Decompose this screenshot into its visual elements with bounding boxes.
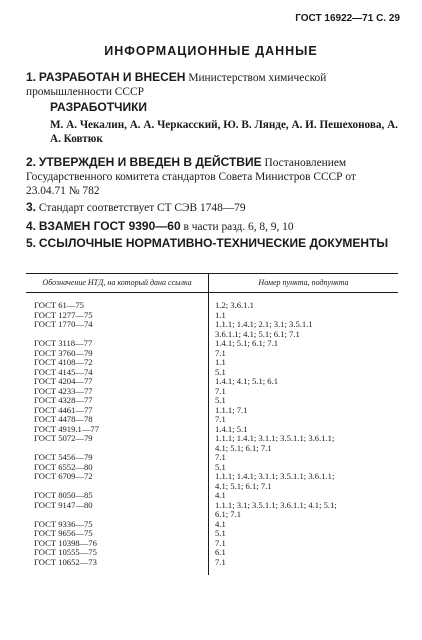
item-number: 2. — [26, 155, 37, 169]
points-cell: 1.4.1; 4.1; 5.1; 6.1 — [215, 376, 279, 386]
document-cell: ГОСТ 9656—75 — [26, 529, 209, 539]
column-header-document: Обозначение НТД, на который дана ссылка — [26, 274, 209, 293]
item-text: Стандарт соответствует СТ СЭВ 1748—79 — [38, 202, 246, 214]
document-cell: ГОСТ 4233—77 — [26, 387, 209, 397]
points-cell: 5.1 — [215, 366, 226, 377]
spacer-cell — [26, 567, 209, 575]
points-cell: 1.1.1; 1.4.1; 2.1; 3.1; 3.5.1.1 — [215, 319, 313, 329]
points-cell: 1.1.1; 1.4.1; 3.1.1; 3.5.1.1; 3.6.1.1; — [215, 433, 335, 443]
points-cell: 7.1 — [215, 452, 226, 462]
points-cell: 5.1 — [215, 528, 226, 538]
table-row — [26, 558, 398, 568]
points-cell: 1.1.1; 3.1; 3.5.1.1; 3.6.1.1; 4.1; 5.1; — [215, 499, 337, 510]
points-cell: 4.1; 5.1; 6.1; 7.1 — [215, 442, 272, 453]
document-cell: ГОСТ 1770—74 — [26, 320, 209, 330]
points-cell: 5.1 — [215, 461, 226, 472]
points-cell: 7.1 — [215, 385, 226, 396]
points-cell: 1.4.1; 5.1 — [215, 423, 248, 434]
item-text: в части разд. 6, 8, 9, 10 — [183, 221, 294, 233]
item-heading: УТВЕРЖДЕН И ВВЕДЕН В ДЕЙСТВИЕ — [38, 155, 262, 169]
item-number: 4. — [26, 219, 37, 233]
table-row — [26, 501, 398, 511]
document-cell: ГОСТ 9147—80 — [26, 501, 209, 511]
table-row — [26, 472, 398, 482]
document-cell: ГОСТ 4919.1—77 — [26, 425, 209, 435]
points-cell: 7.1 — [215, 537, 226, 548]
document-cell: ГОСТ 10398—76 — [26, 539, 209, 549]
document-cell: ГОСТ 61—75 — [26, 293, 209, 311]
column-header-points: Номер пункта, подпункта — [209, 274, 399, 293]
document-cell: ГОСТ 6709—72 — [26, 472, 209, 482]
item-3 — [26, 200, 398, 215]
item-number: 3. — [26, 200, 37, 214]
item-4 — [26, 219, 398, 234]
table-row — [26, 293, 398, 311]
item-text: Постановлением Государственного комитета стандартов Совета Министров СССР от 23.04.71 № 782 — [26, 157, 356, 197]
document-cell: ГОСТ 10652—73 — [26, 558, 209, 568]
item-number: 5. — [26, 236, 37, 250]
points-cell: 7.1 — [215, 414, 226, 424]
section-title: ИНФОРМАЦИОННЫЕ ДАННЫЕ — [104, 44, 318, 58]
document-cell: ГОСТ 3118—77 — [26, 339, 209, 349]
table-header-row — [26, 274, 398, 293]
points-cell: 1.4.1; 5.1; 6.1; 7.1 — [215, 338, 279, 348]
document-cell: ГОСТ 4461—77 — [26, 406, 209, 416]
document-cell: ГОСТ 10555—75 — [26, 548, 209, 558]
document-cell: ГОСТ 4204—77 — [26, 377, 209, 387]
points-cell: 1.1 — [215, 309, 226, 320]
item-heading: РАЗРАБОТАН И ВНЕСЕН — [38, 70, 186, 84]
document-cell: ГОСТ 1277—75 — [26, 311, 209, 321]
points-cell: 1.1.1; 1.4.1; 3.1.1; 3.5.1.1; 3.6.1.1; — [215, 471, 335, 481]
points-cell: 7.1 — [215, 556, 226, 567]
page-number: ГОСТ 16922—71 С. 29 — [295, 13, 400, 24]
document-cell: ГОСТ 4108—72 — [26, 358, 209, 368]
points-cell: 4.1 — [215, 490, 226, 500]
points-cell: 6.1 — [215, 547, 226, 557]
points-cell: 1.1 — [215, 357, 226, 367]
table-row — [26, 434, 398, 444]
references-table — [26, 273, 398, 575]
table-row — [26, 320, 398, 330]
document-cell: ГОСТ 6552—80 — [26, 463, 209, 473]
document-cell: ГОСТ 3760—79 — [26, 349, 209, 359]
points-cell: 4.1; 5.1; 6.1; 7.1 — [215, 480, 272, 491]
item-1 — [26, 70, 398, 99]
document-cell: ГОСТ 5072—79 — [26, 434, 209, 444]
document-cell: ГОСТ 4145—74 — [26, 368, 209, 378]
document-cell: ГОСТ 4478—78 — [26, 415, 209, 425]
item-number: 1. — [26, 70, 37, 84]
points-cell: 1.2; 3.6.1.1 — [215, 300, 254, 310]
item-2 — [26, 155, 398, 198]
item-5 — [26, 236, 398, 251]
points-cell: 5.1 — [215, 395, 226, 405]
document-cell: ГОСТ 9336—75 — [26, 520, 209, 530]
document-cell: ГОСТ 4328—77 — [26, 396, 209, 406]
points-cell: 1.1.1; 7.1 — [215, 404, 248, 415]
document-cell: ГОСТ 8050—85 — [26, 491, 209, 501]
document-cell: ГОСТ 5456—79 — [26, 453, 209, 463]
item-text: Министерством химической промышленности СССР — [26, 72, 327, 98]
item-heading: ВЗАМЕН ГОСТ 9390—60 — [38, 219, 181, 233]
points-cell: 4.1 — [215, 518, 226, 529]
developers-names: М. А. Чекалин, А. А. Черкасский, Ю. В. Лянде, А. И. Пешехонова, А. А. Ковтюк — [50, 119, 398, 145]
developers-heading: РАЗРАБОТЧИКИ — [50, 100, 148, 114]
points-cell: 3.6.1.1; 4.1; 5.1; 6.1; 7.1 — [215, 328, 300, 339]
table-bottom-spacer — [26, 567, 398, 575]
points-cell: 6.1; 7.1 — [215, 509, 242, 519]
item-heading: ССЫЛОЧНЫЕ НОРМАТИВНО-ТЕХНИЧЕСКИЕ ДОКУМЕНТЫ — [38, 236, 389, 250]
spacer-cell — [209, 567, 399, 575]
points-cell: 7.1 — [215, 347, 226, 358]
